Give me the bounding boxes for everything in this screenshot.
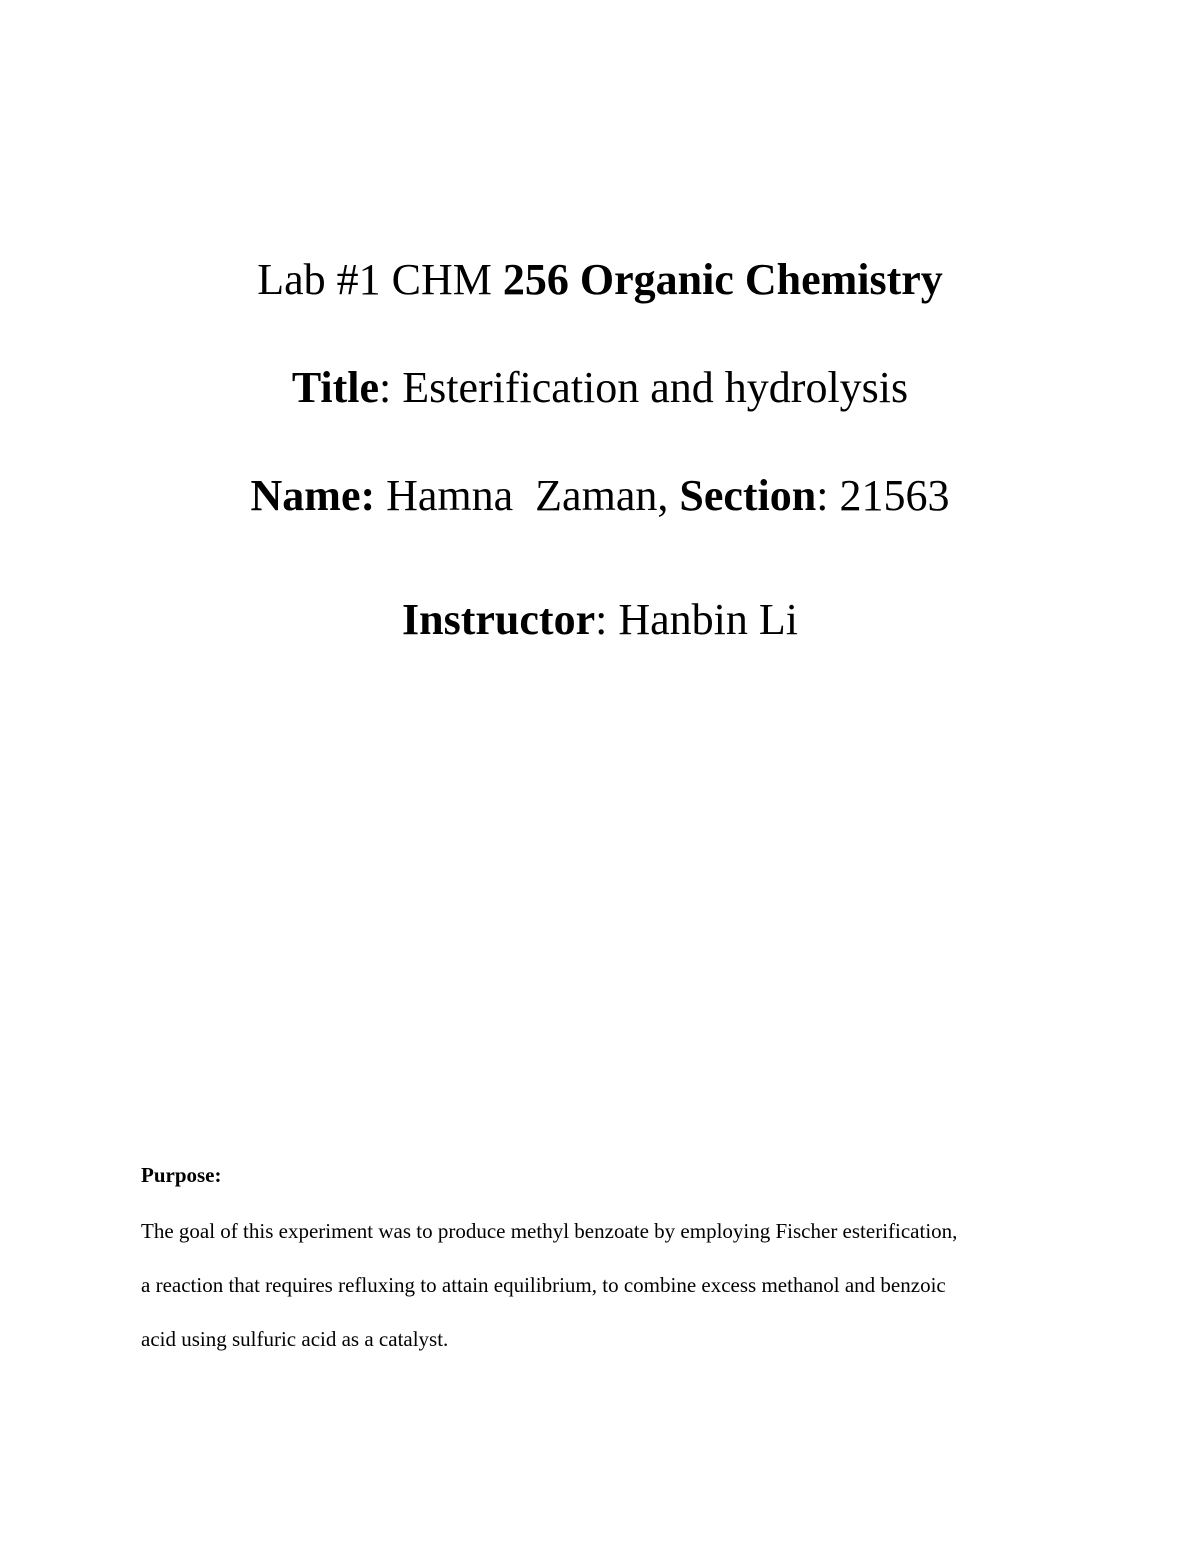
purpose-heading: Purpose: — [141, 1163, 222, 1187]
title-label: Title — [291, 363, 380, 412]
course-title-prefix: Lab #1 CHM — [257, 255, 503, 304]
course-title-line — [0, 255, 1200, 304]
instructor-separator: : — [595, 595, 619, 644]
title-separator: : — [379, 363, 403, 412]
name-value: Hamna Zaman, — [375, 471, 680, 520]
purpose-paragraph — [141, 1218, 1101, 1380]
lab-title-line — [0, 363, 1200, 412]
name-section-line — [0, 471, 1200, 520]
title-value: Esterification and hydrolysis — [402, 363, 909, 412]
instructor-line — [0, 595, 1200, 644]
instructor-value: Hanbin Li — [618, 595, 798, 644]
purpose-line: The goal of this experiment was to produce methyl benzoate by employing Fischer esterification, — [141, 1219, 958, 1243]
section-separator: : — [816, 471, 840, 520]
course-title-bold: 256 Organic Chemistry — [502, 255, 943, 304]
purpose-line: acid using sulfuric acid as a catalyst. — [141, 1327, 449, 1351]
section-value: 21563 — [839, 471, 950, 520]
instructor-label: Instructor — [402, 595, 596, 644]
purpose-line: a reaction that requires refluxing to attain equilibrium, to combine excess methanol and benzoic — [141, 1273, 946, 1297]
section-label: Section — [679, 471, 817, 520]
name-label: Name: — [250, 471, 376, 520]
